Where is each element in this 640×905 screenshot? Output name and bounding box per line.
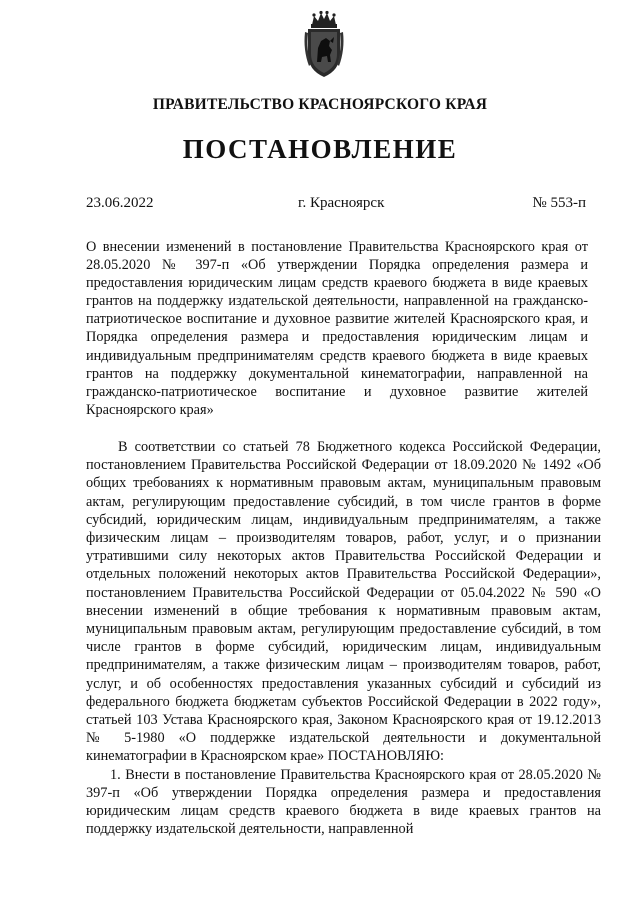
- organization-name: ПРАВИТЕЛЬСТВО КРАСНОЯРСКОГО КРАЯ: [152, 96, 488, 113]
- document-type: ПОСТАНОВЛЕНИЕ: [182, 134, 458, 164]
- document-city: г. Красноярск: [298, 195, 385, 211]
- krasnoyarsk-coat-of-arms-icon: [303, 10, 345, 80]
- document-body: [86, 438, 601, 838]
- preamble-paragraph: В соответствии со статьей 78 Бюджетного кодекса Российской Федерации, постановлением Правительства Российской Федерации от 18.09.2020 № 1492 «Об общих требованиях к нормативным правовым актам, муниципальным правовым актам, регулирующим предоставление субсидий, в том числе грантов в форме субсидий, юридическим лицам, индивидуальным предпринимателям, а также физическим лицам – производителям товаров, работ, услуг, и о признании утратившими силу некоторых актов Правительства Российской Федерации и отдельных положений некоторых актов Правительства Российской Федерации», постановлением Правительства Российской Федерации от 05.04.2022 № 590 «О внесении изменений в общие требования к нормативным правовым актам, муниципальным правовым актам, регулирующим предоставление субсидий, в том числе грантов в форме субсидий, юридическим лицам, индивидуальным предпринимателям, а также физическим лицам – производителям товаров, работ, услуг, и об особенностях предоставления указанных субсидий и субсидий из федерального бюджета бюджетам субъектов Российской Федерации в 2022 году», статьей 103 Устава Красноярского края, Законом Красноярского края от 19.12.2013 № 5-1980 «О поддержке издательской деятельности и документальной кинематографии в Красноярском крае» ПОСТАНОВЛЯЮ:: [86, 439, 601, 765]
- document-date: 23.06.2022: [86, 195, 154, 211]
- document-number: № 553-п: [532, 195, 586, 211]
- document-title: О внесении изменений в постановление Правительства Красноярского края от 28.05.2020 № 397-п «Об утверждении Порядка определения размера и предоставления юридическим лицам средств краевого бюджета в виде краевых грантов на поддержку издательской деятельности, направленной на гражданско-патриотическое воспитание и духовное развитие жителей Красноярского края, и Порядка определения размера и предоставления юридическим лицам и индивидуальным предпринимателям средств краевого бюджета в виде краевых грантов на поддержку документальной кинематографии, направленной на гражданско-патриотическое воспитание и духовное развитие жителей Красноярского края»: [86, 239, 588, 418]
- item-1-paragraph: 1. Внести в постановление Правительства Красноярского края от 28.05.2020 № 397-п «Об утверждении Порядка определения размера и предоставления юридическим лицам средств краевого бюджета в виде краевых грантов на поддержку издательской деятельности, направленной: [86, 766, 601, 838]
